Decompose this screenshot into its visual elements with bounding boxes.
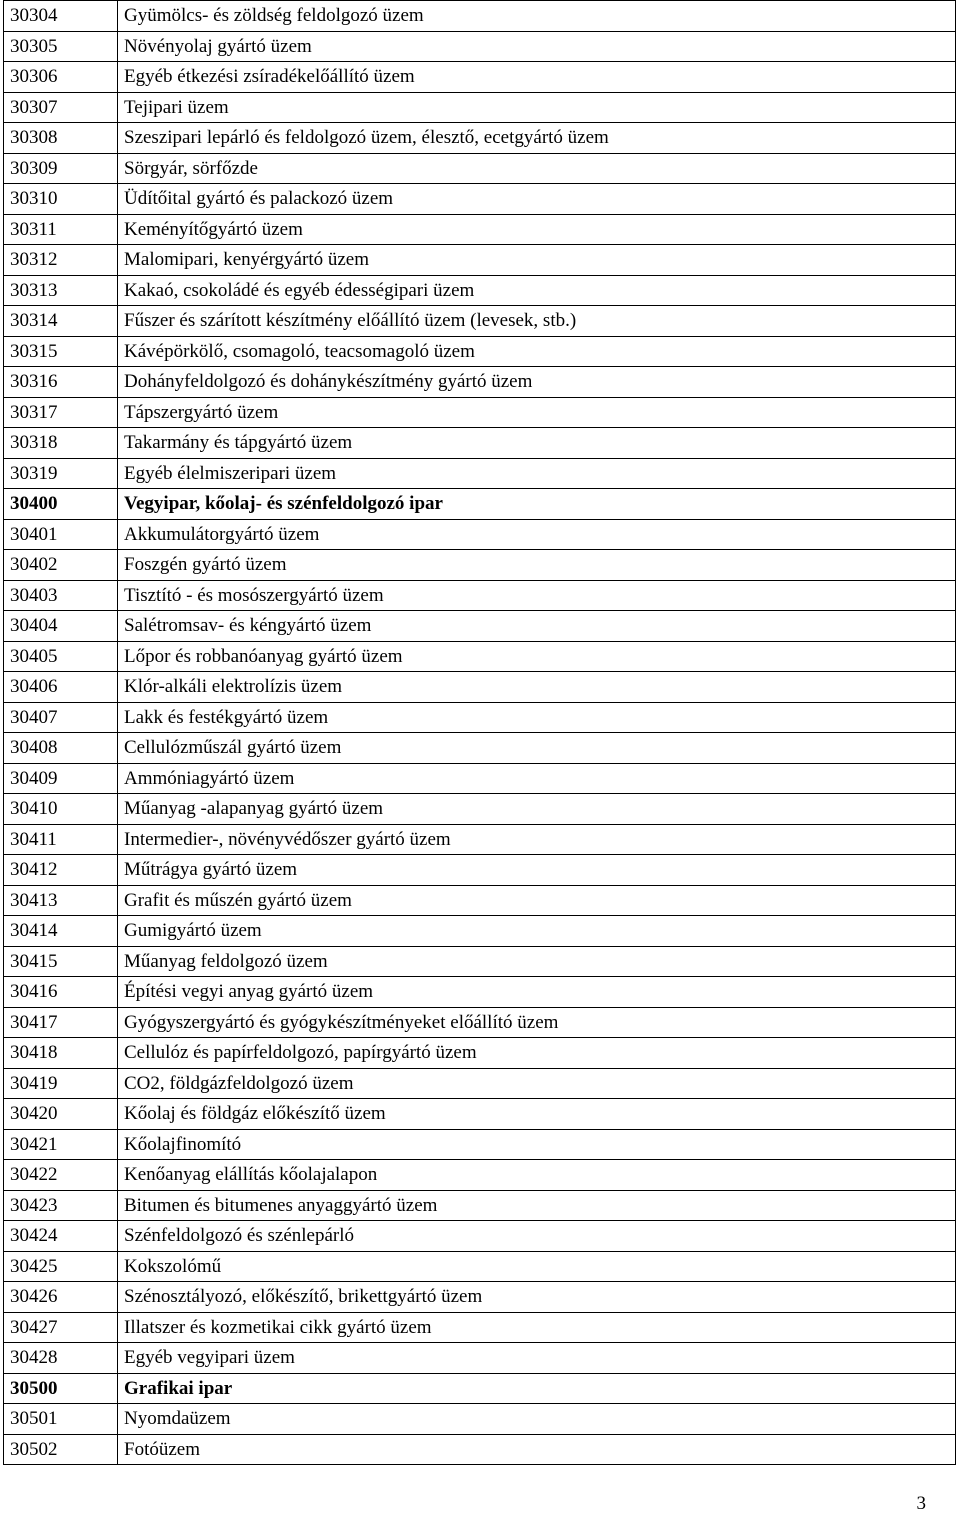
table-row xyxy=(4,1343,956,1374)
table-row xyxy=(4,672,956,703)
table-row xyxy=(4,214,956,245)
row-name: Malomipari, kenyérgyártó üzem xyxy=(118,245,956,276)
row-code: 30409 xyxy=(4,763,118,794)
row-name: Keményítőgyártó üzem xyxy=(118,214,956,245)
table-row xyxy=(4,916,956,947)
row-code: 30428 xyxy=(4,1343,118,1374)
row-code: 30315 xyxy=(4,336,118,367)
row-code: 30317 xyxy=(4,397,118,428)
table-row xyxy=(4,824,956,855)
row-name: Egyéb élelmiszeripari üzem xyxy=(118,458,956,489)
row-name: Foszgén gyártó üzem xyxy=(118,550,956,581)
row-name: Kakaó, csokoládé és egyéb édességipari üzem xyxy=(118,275,956,306)
page-number: 3 xyxy=(916,1493,926,1514)
row-name: Klór-alkáli elektrolízis üzem xyxy=(118,672,956,703)
row-name: Gyümölcs- és zöldség feldolgozó üzem xyxy=(118,1,956,32)
row-code: 30406 xyxy=(4,672,118,703)
table-row xyxy=(4,733,956,764)
table-row xyxy=(4,184,956,215)
table-row xyxy=(4,367,956,398)
table-row xyxy=(4,306,956,337)
row-code: 30412 xyxy=(4,855,118,886)
row-name: Grafit és műszén gyártó üzem xyxy=(118,885,956,916)
table-row xyxy=(4,1251,956,1282)
table-row xyxy=(4,550,956,581)
table-row xyxy=(4,1038,956,1069)
row-code: 30500 xyxy=(4,1373,118,1404)
table-row xyxy=(4,885,956,916)
row-name: Grafikai ipar xyxy=(118,1373,956,1404)
row-name: Műanyag feldolgozó üzem xyxy=(118,946,956,977)
row-code: 30408 xyxy=(4,733,118,764)
row-name: Tápszergyártó üzem xyxy=(118,397,956,428)
row-name: Lőpor és robbanóanyag gyártó üzem xyxy=(118,641,956,672)
row-name: Kőolajfinomító xyxy=(118,1129,956,1160)
row-name: Intermedier-, növényvédőszer gyártó üzem xyxy=(118,824,956,855)
row-code: 30304 xyxy=(4,1,118,32)
table-row xyxy=(4,1129,956,1160)
row-code: 30308 xyxy=(4,123,118,154)
row-code: 30306 xyxy=(4,62,118,93)
row-name: Cellulóz és papírfeldolgozó, papírgyártó üzem xyxy=(118,1038,956,1069)
table-row xyxy=(4,397,956,428)
table-row xyxy=(4,1312,956,1343)
row-name: Szeszipari lepárló és feldolgozó üzem, élesztő, ecetgyártó üzem xyxy=(118,123,956,154)
row-name: Illatszer és kozmetikai cikk gyártó üzem xyxy=(118,1312,956,1343)
row-name: Szénfeldolgozó és szénlepárló xyxy=(118,1221,956,1252)
table-row xyxy=(4,946,956,977)
row-name: Akkumulátorgyártó üzem xyxy=(118,519,956,550)
row-code: 30318 xyxy=(4,428,118,459)
table-row xyxy=(4,580,956,611)
row-name: Fotóüzem xyxy=(118,1434,956,1465)
table-row xyxy=(4,458,956,489)
row-code: 30307 xyxy=(4,92,118,123)
row-name: Fűszer és szárított készítmény előállító üzem (levesek, stb.) xyxy=(118,306,956,337)
table-row xyxy=(4,1068,956,1099)
row-name: Műanyag -alapanyag gyártó üzem xyxy=(118,794,956,825)
table-row xyxy=(4,489,956,520)
row-name: Gyógyszergyártó és gyógykészítményeket előállító üzem xyxy=(118,1007,956,1038)
row-name: Dohányfeldolgozó és dohánykészítmény gyártó üzem xyxy=(118,367,956,398)
row-name: CO2, földgázfeldolgozó üzem xyxy=(118,1068,956,1099)
row-code: 30305 xyxy=(4,31,118,62)
table-row xyxy=(4,1282,956,1313)
row-name: Takarmány és tápgyártó üzem xyxy=(118,428,956,459)
row-code: 30417 xyxy=(4,1007,118,1038)
row-code: 30401 xyxy=(4,519,118,550)
row-name: Vegyipar, kőolaj- és szénfeldolgozó ipar xyxy=(118,489,956,520)
table-row xyxy=(4,1,956,32)
row-name: Növényolaj gyártó üzem xyxy=(118,31,956,62)
row-name: Műtrágya gyártó üzem xyxy=(118,855,956,886)
row-name: Nyomdaüzem xyxy=(118,1404,956,1435)
row-code: 30402 xyxy=(4,550,118,581)
table-row xyxy=(4,1434,956,1465)
row-code: 30310 xyxy=(4,184,118,215)
row-code: 30319 xyxy=(4,458,118,489)
row-code: 30418 xyxy=(4,1038,118,1069)
row-name: Tisztító - és mosószergyártó üzem xyxy=(118,580,956,611)
row-name: Szénosztályozó, előkészítő, brikettgyártó üzem xyxy=(118,1282,956,1313)
table-row xyxy=(4,977,956,1008)
row-code: 30316 xyxy=(4,367,118,398)
row-name: Ammóniagyártó üzem xyxy=(118,763,956,794)
row-name: Bitumen és bitumenes anyaggyártó üzem xyxy=(118,1190,956,1221)
code-table-body xyxy=(4,1,956,1465)
row-code: 30422 xyxy=(4,1160,118,1191)
table-row xyxy=(4,92,956,123)
table-row xyxy=(4,62,956,93)
table-row xyxy=(4,1099,956,1130)
table-row xyxy=(4,123,956,154)
row-code: 30312 xyxy=(4,245,118,276)
table-row xyxy=(4,1007,956,1038)
table-row xyxy=(4,611,956,642)
row-name: Salétromsav- és kéngyártó üzem xyxy=(118,611,956,642)
row-name: Egyéb vegyipari üzem xyxy=(118,1343,956,1374)
row-name: Lakk és festékgyártó üzem xyxy=(118,702,956,733)
row-code: 30407 xyxy=(4,702,118,733)
row-name: Üdítőital gyártó és palackozó üzem xyxy=(118,184,956,215)
row-name: Kőolaj és földgáz előkészítő üzem xyxy=(118,1099,956,1130)
row-code: 30502 xyxy=(4,1434,118,1465)
row-name: Kenőanyag elállítás kőolajalapon xyxy=(118,1160,956,1191)
row-code: 30425 xyxy=(4,1251,118,1282)
table-row xyxy=(4,1221,956,1252)
row-name: Cellulózműszál gyártó üzem xyxy=(118,733,956,764)
table-row xyxy=(4,641,956,672)
row-code: 30426 xyxy=(4,1282,118,1313)
row-code: 30410 xyxy=(4,794,118,825)
row-name: Kokszolómű xyxy=(118,1251,956,1282)
row-code: 30416 xyxy=(4,977,118,1008)
row-name: Sörgyár, sörfőzde xyxy=(118,153,956,184)
table-row xyxy=(4,794,956,825)
table-row xyxy=(4,275,956,306)
code-table xyxy=(3,0,956,1465)
row-code: 30404 xyxy=(4,611,118,642)
row-code: 30309 xyxy=(4,153,118,184)
row-code: 30400 xyxy=(4,489,118,520)
row-code: 30405 xyxy=(4,641,118,672)
table-row xyxy=(4,153,956,184)
row-code: 30414 xyxy=(4,916,118,947)
row-code: 30423 xyxy=(4,1190,118,1221)
table-row xyxy=(4,702,956,733)
row-code: 30413 xyxy=(4,885,118,916)
table-row xyxy=(4,763,956,794)
table-row xyxy=(4,31,956,62)
row-code: 30314 xyxy=(4,306,118,337)
row-code: 30311 xyxy=(4,214,118,245)
row-name: Építési vegyi anyag gyártó üzem xyxy=(118,977,956,1008)
table-row xyxy=(4,855,956,886)
table-row xyxy=(4,1373,956,1404)
row-name: Tejipari üzem xyxy=(118,92,956,123)
row-code: 30420 xyxy=(4,1099,118,1130)
table-row xyxy=(4,245,956,276)
row-code: 30421 xyxy=(4,1129,118,1160)
table-row xyxy=(4,1190,956,1221)
row-code: 30501 xyxy=(4,1404,118,1435)
row-name: Gumigyártó üzem xyxy=(118,916,956,947)
row-code: 30411 xyxy=(4,824,118,855)
row-code: 30403 xyxy=(4,580,118,611)
row-code: 30419 xyxy=(4,1068,118,1099)
table-row xyxy=(4,336,956,367)
row-code: 30424 xyxy=(4,1221,118,1252)
table-row xyxy=(4,519,956,550)
table-row xyxy=(4,1404,956,1435)
row-code: 30415 xyxy=(4,946,118,977)
table-row xyxy=(4,428,956,459)
row-code: 30313 xyxy=(4,275,118,306)
row-code: 30427 xyxy=(4,1312,118,1343)
row-name: Kávépörkölő, csomagoló, teacsomagoló üzem xyxy=(118,336,956,367)
table-row xyxy=(4,1160,956,1191)
row-name: Egyéb étkezési zsíradékelőállító üzem xyxy=(118,62,956,93)
